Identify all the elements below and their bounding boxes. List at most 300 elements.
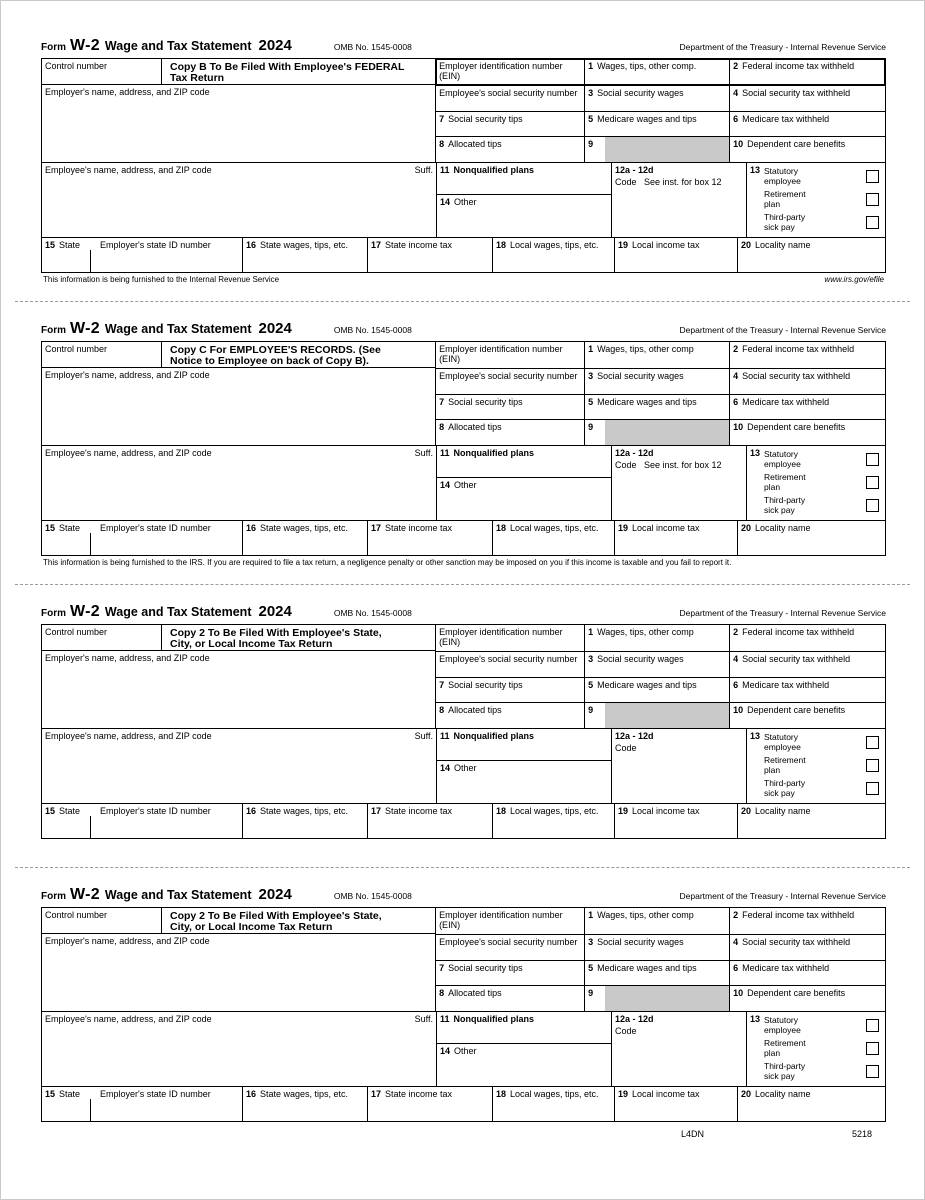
employer-info-box (42, 368, 435, 445)
box-10-dependent-care (729, 703, 885, 728)
medicare-row (436, 111, 885, 137)
form-number: W-2 (70, 886, 100, 903)
box-number: 7 (439, 113, 445, 124)
ssn-label: Employee's social security number (439, 936, 578, 947)
omb-number: OMB No. 1545-0008 (333, 42, 412, 52)
ssn-label: Employee's social security number (439, 370, 578, 381)
top-section (42, 908, 885, 1012)
box-18-local-wages (492, 1087, 614, 1121)
box-9-shaded (584, 986, 729, 1011)
state-id-divider (90, 816, 91, 838)
plans-column (437, 729, 612, 803)
box-label: Social security wages (597, 936, 684, 947)
box-number: 3 (588, 936, 594, 947)
box-label: Social security tips (448, 113, 523, 124)
box-19-local-income-tax (614, 804, 737, 838)
box-number: 6 (733, 962, 739, 973)
copy-title-line1: Copy B To Be Filed With Employee's FEDERAL (170, 60, 405, 73)
right-column (436, 59, 885, 162)
copy-title-line2: City, or Local Income Tax Return (170, 638, 333, 650)
third-party-sick-pay-label: Third-party sick pay (764, 494, 806, 515)
box-number: 9 (588, 422, 594, 433)
w2-copy-c (41, 320, 884, 567)
box-label: Wages, tips, other comp (597, 627, 694, 637)
control-number-box (42, 625, 162, 650)
employee-info-box (42, 446, 437, 520)
top-section (42, 625, 885, 729)
box-5-medicare-wages (584, 678, 729, 703)
middle-section (42, 729, 885, 804)
box-12-code-label: Code See inst. for box 12 (615, 460, 722, 470)
copy-title-line2: Notice to Employee on back of Copy B). (170, 355, 369, 367)
box-label: Medicare wages and tips (597, 679, 697, 690)
box-12-codes (612, 163, 747, 237)
box-1-wages (584, 342, 729, 368)
control-number-box (42, 908, 162, 933)
box-number: 2 (733, 627, 739, 637)
wage-boxes-group (436, 59, 885, 85)
ssn-box (436, 86, 584, 111)
box-label: Allocated tips (448, 422, 502, 433)
statutory-employee-row (750, 448, 879, 471)
box-12-code-label: Code (615, 743, 637, 753)
tips-row (436, 419, 885, 445)
product-number: 5218 (851, 1129, 872, 1139)
footnote-text: This information is being furnished to the IRS. If you are required to file a tax return, a negligence penalty or other sanction may be imposed on you if this income is taxable and you fail to report it. (43, 558, 732, 567)
statutory-employee-label: Statutory employee (764, 448, 801, 469)
box-label: Social security tax withheld (742, 936, 851, 947)
box-number: 7 (439, 962, 445, 973)
box-14-other (437, 478, 611, 520)
box-number: 16 (246, 806, 257, 816)
copy-title-line1: Copy 2 To Be Filed With Employee's State, (170, 909, 382, 922)
box-5-medicare-wages (584, 112, 729, 137)
box-12-range-label: 12a - 12d (615, 165, 654, 175)
box-number: 14 (440, 1046, 451, 1056)
box-14-other (437, 1044, 611, 1086)
form-number: W-2 (70, 603, 100, 620)
box-label: Wages, tips, other comp (597, 344, 694, 354)
perforation-line (15, 867, 910, 868)
control-row (42, 59, 435, 85)
control-number-label: Control number (45, 344, 108, 354)
box-16-state-wages (242, 1087, 367, 1121)
box-label: Nonqualified plans (453, 1014, 535, 1024)
box-13-checkboxes (747, 729, 885, 803)
box-13-checkboxes (747, 163, 885, 237)
form-body (41, 624, 886, 839)
box-17-state-income-tax (367, 238, 492, 272)
box-4-ss-tax (729, 86, 885, 111)
box-number: 8 (439, 705, 445, 716)
box-7-ss-tips (436, 961, 584, 986)
ein-label: Employer identification number (EIN) (439, 627, 563, 647)
box-number: 5 (588, 396, 594, 407)
form-body (41, 58, 886, 273)
box-14-other (437, 195, 611, 237)
box-17-state-income-tax (367, 1087, 492, 1121)
box-10-dependent-care (729, 420, 885, 445)
middle-section (42, 446, 885, 521)
right-column (436, 342, 885, 445)
retirement-plan-row (750, 1037, 879, 1060)
state-label: State (59, 1089, 81, 1099)
box-3-ss-wages (584, 369, 729, 394)
box-number: 8 (439, 139, 445, 150)
ss-wages-row (436, 368, 885, 394)
box-13-checkboxes (747, 446, 885, 520)
box-label: State income tax (385, 1089, 453, 1099)
box-label: Social security tax withheld (742, 370, 851, 381)
tips-row (436, 985, 885, 1011)
box-16-state-wages (242, 238, 367, 272)
department-label: Department of the Treasury - Internal Revenue Service (679, 891, 886, 901)
box-label: Social security tips (448, 962, 523, 973)
box-label: Medicare tax withheld (742, 962, 830, 973)
box-6-medicare-tax (729, 961, 885, 986)
state-id-divider (90, 250, 91, 272)
form-year: 2024 (258, 37, 292, 54)
box-number: 13 (750, 448, 761, 458)
box-label: Other (454, 1046, 477, 1056)
box-4-ss-tax (729, 935, 885, 960)
box-number: 10 (733, 705, 744, 716)
box-number: 1 (588, 344, 594, 354)
employee-info-label: Employee's name, address, and ZIP code (45, 165, 212, 175)
state-local-row (42, 1087, 885, 1121)
w2-copy-b (41, 37, 884, 284)
ss-wages-row (436, 934, 885, 960)
box-17-state-income-tax (367, 804, 492, 838)
box-label: State wages, tips, etc. (260, 240, 349, 250)
employee-info-box (42, 163, 437, 237)
box-5-medicare-wages (584, 961, 729, 986)
box-label: Medicare tax withheld (742, 113, 830, 124)
box-6-medicare-tax (729, 395, 885, 420)
form-header (41, 886, 886, 904)
medicare-row (436, 677, 885, 703)
box-17-state-income-tax (367, 521, 492, 555)
ein-label: Employer identification number (EIN) (439, 344, 563, 364)
form-word: Form (41, 608, 66, 619)
statutory-employee-checkbox[interactable] (866, 170, 879, 183)
box-number: 18 (496, 240, 507, 250)
box-13-checkboxes (747, 1012, 885, 1086)
box-3-ss-wages (584, 652, 729, 677)
box-number: 16 (246, 1089, 257, 1099)
box-number: 10 (733, 988, 744, 999)
box-label: Wages, tips, other comp (597, 910, 694, 920)
form-word: Form (41, 42, 66, 53)
box-number: 8 (439, 422, 445, 433)
box-number: 15 (45, 523, 56, 533)
box-3-ss-wages (584, 935, 729, 960)
state-label: State (59, 523, 81, 533)
box-label: Local wages, tips, etc. (510, 806, 599, 816)
form-header (41, 320, 886, 338)
plans-column (437, 1012, 612, 1086)
box-label: State income tax (385, 523, 453, 533)
box-label: Dependent care benefits (747, 988, 846, 999)
left-column (42, 342, 436, 445)
box-8-allocated-tips (436, 986, 584, 1011)
copy-designation (162, 59, 435, 84)
wage-boxes-group (436, 342, 885, 368)
box-9-shaded (584, 420, 729, 445)
form-title: Wage and Tax Statement (104, 39, 252, 53)
employee-info-label: Employee's name, address, and ZIP code (45, 731, 212, 741)
statutory-employee-label: Statutory employee (764, 1014, 801, 1035)
box-12-range-label: 12a - 12d (615, 448, 654, 458)
retirement-plan-checkbox[interactable] (866, 476, 879, 489)
statutory-employee-checkbox[interactable] (866, 736, 879, 749)
box-label: Local income tax (632, 806, 700, 816)
copy-title-line2: City, or Local Income Tax Return (170, 921, 333, 933)
box-number: 15 (45, 1089, 56, 1099)
box-number: 17 (371, 1089, 382, 1099)
employer-info-label: Employer's name, address, and ZIP code (45, 653, 210, 663)
box-number: 17 (371, 523, 382, 533)
retirement-plan-checkbox[interactable] (866, 193, 879, 206)
form-number: W-2 (70, 37, 100, 54)
box-number: 9 (588, 705, 594, 716)
box-number: 4 (733, 87, 739, 98)
suffix-label: Suff. (414, 1014, 433, 1024)
ein-box (436, 342, 584, 368)
box-label: Social security wages (597, 653, 684, 664)
box-number: 17 (371, 806, 382, 816)
copy-designation (162, 908, 435, 933)
form-title: Wage and Tax Statement (104, 322, 252, 336)
box-6-medicare-tax (729, 112, 885, 137)
box-3-ss-wages (584, 86, 729, 111)
box-11-nonqualified-plans (437, 446, 611, 478)
box-number: 4 (733, 370, 739, 381)
top-section (42, 59, 885, 163)
retirement-plan-row (750, 754, 879, 777)
box-label: Social security tips (448, 396, 523, 407)
box-number: 4 (733, 653, 739, 664)
box-14-other (437, 761, 611, 803)
box-number: 20 (741, 1089, 752, 1099)
statutory-employee-row (750, 165, 879, 188)
department-label: Department of the Treasury - Internal Revenue Service (679, 42, 886, 52)
control-row (42, 908, 435, 934)
box-label: Local wages, tips, etc. (510, 240, 599, 250)
box-5-medicare-wages (584, 395, 729, 420)
box-label: Federal income tax withheld (742, 910, 855, 920)
box-label: Allocated tips (448, 988, 502, 999)
box-number: 19 (618, 1089, 629, 1099)
retirement-plan-row (750, 471, 879, 494)
box-label: Medicare wages and tips (597, 962, 697, 973)
box-12-range-label: 12a - 12d (615, 1014, 654, 1024)
employee-info-label: Employee's name, address, and ZIP code (45, 448, 212, 458)
box-9-shaded (584, 137, 729, 162)
statutory-employee-checkbox[interactable] (866, 1019, 879, 1032)
form-year: 2024 (258, 320, 292, 337)
box-label: Medicare tax withheld (742, 396, 830, 407)
form-header (41, 37, 886, 55)
box-19-local-income-tax (614, 238, 737, 272)
box-number: 4 (733, 936, 739, 947)
box-label: Dependent care benefits (747, 422, 846, 433)
box-label: Allocated tips (448, 139, 502, 150)
box-8-allocated-tips (436, 137, 584, 162)
box-label: Other (454, 197, 477, 207)
employee-info-box (42, 729, 437, 803)
ssn-label: Employee's social security number (439, 653, 578, 664)
box-label: Nonqualified plans (453, 448, 535, 458)
left-column (42, 59, 436, 162)
plans-column (437, 446, 612, 520)
page-footer (41, 1129, 886, 1141)
ein-label: Employer identification number (EIN) (439, 61, 563, 81)
box-label: Local wages, tips, etc. (510, 1089, 599, 1099)
box-label: Nonqualified plans (453, 731, 535, 741)
footnote-text: This information is being furnished to the Internal Revenue Service (43, 275, 280, 284)
box-number: 13 (750, 165, 761, 175)
ein-label: Employer identification number (EIN) (439, 910, 563, 930)
medicare-row (436, 960, 885, 986)
box-number: 3 (588, 653, 594, 664)
third-party-sick-pay-checkbox[interactable] (866, 1065, 879, 1078)
box-label: Social security tips (448, 679, 523, 690)
ein-box (436, 908, 584, 934)
omb-number: OMB No. 1545-0008 (333, 325, 412, 335)
ss-wages-row (436, 85, 885, 111)
box-label: Local wages, tips, etc. (510, 523, 599, 533)
box-18-local-wages (492, 238, 614, 272)
box-number: 9 (588, 988, 594, 999)
statutory-employee-checkbox[interactable] (866, 453, 879, 466)
box-number: 11 (440, 448, 450, 458)
third-party-sick-pay-label: Third-party sick pay (764, 211, 806, 232)
state-label: State (59, 240, 81, 250)
box-12-range-label: 12a - 12d (615, 731, 654, 741)
suffix-label: Suff. (414, 165, 433, 175)
third-party-sick-pay-checkbox[interactable] (866, 499, 879, 512)
w2-copy-2-state (41, 603, 884, 850)
third-party-sick-pay-checkbox[interactable] (866, 216, 879, 229)
copy-designation (162, 342, 435, 367)
state-id-label: Employer's state ID number (100, 1089, 211, 1099)
box-label: Local income tax (632, 240, 700, 250)
box-20-locality-name (737, 804, 885, 838)
box-10-dependent-care (729, 137, 885, 162)
box-9-shaded-area (605, 703, 729, 728)
box-7-ss-tips (436, 112, 584, 137)
box-label: Allocated tips (448, 705, 502, 716)
box-2-federal-tax (729, 625, 885, 651)
state-local-row (42, 521, 885, 555)
form-title: Wage and Tax Statement (104, 888, 252, 902)
copy-designation (162, 625, 435, 650)
omb-number: OMB No. 1545-0008 (333, 608, 412, 618)
box-9-shaded (584, 703, 729, 728)
box-number: 6 (733, 396, 739, 407)
control-row (42, 342, 435, 368)
box-15-state (42, 521, 242, 555)
third-party-sick-pay-checkbox[interactable] (866, 782, 879, 795)
box-2-federal-tax (729, 342, 885, 368)
control-number-label: Control number (45, 627, 108, 637)
control-number-label: Control number (45, 910, 108, 920)
box-1-wages (584, 908, 729, 934)
box-18-local-wages (492, 804, 614, 838)
employer-info-box (42, 85, 435, 162)
box-number: 19 (618, 806, 629, 816)
employee-info-label: Employee's name, address, and ZIP code (45, 1014, 212, 1024)
statutory-employee-label: Statutory employee (764, 731, 801, 752)
middle-section (42, 163, 885, 238)
box-number: 20 (741, 523, 752, 533)
box-number: 6 (733, 113, 739, 124)
box-12-code-label: Code (615, 1026, 637, 1036)
retirement-plan-checkbox[interactable] (866, 1042, 879, 1055)
w2-copy-2-local (41, 886, 884, 1133)
control-number-box (42, 59, 162, 84)
box-9-shaded-area (605, 137, 729, 162)
box-7-ss-tips (436, 678, 584, 703)
box-label: Other (454, 763, 477, 773)
box-label: State wages, tips, etc. (260, 1089, 349, 1099)
box-4-ss-tax (729, 652, 885, 677)
box-label: Dependent care benefits (747, 705, 846, 716)
ssn-box (436, 369, 584, 394)
box-16-state-wages (242, 521, 367, 555)
state-local-row (42, 238, 885, 272)
box-label: Social security wages (597, 87, 684, 98)
box-label: Locality name (755, 240, 811, 250)
box-label: State income tax (385, 806, 453, 816)
box-number: 2 (733, 344, 739, 354)
plans-column (437, 163, 612, 237)
left-column (42, 625, 436, 728)
suffix-label: Suff. (414, 448, 433, 458)
box-number: 2 (733, 61, 739, 71)
box-number: 6 (733, 679, 739, 690)
employer-info-box (42, 651, 435, 728)
state-id-divider (90, 1099, 91, 1121)
retirement-plan-checkbox[interactable] (866, 759, 879, 772)
box-label: Medicare wages and tips (597, 113, 697, 124)
box-8-allocated-tips (436, 420, 584, 445)
retirement-plan-label: Retirement plan (764, 188, 806, 209)
box-number: 16 (246, 240, 257, 250)
tips-row (436, 702, 885, 728)
tips-row (436, 136, 885, 162)
perforation-line (15, 584, 910, 585)
box-number: 15 (45, 806, 56, 816)
copy-title-line1: Copy 2 To Be Filed With Employee's State, (170, 626, 382, 639)
box-label: Federal income tax withheld (742, 61, 855, 71)
box-number: 18 (496, 1089, 507, 1099)
print-form-code: L4DN (681, 1129, 705, 1139)
right-column (436, 625, 885, 728)
box-9-shaded-area (605, 986, 729, 1011)
employer-info-box (42, 934, 435, 1011)
box-1-wages (584, 59, 729, 85)
box-number: 13 (750, 731, 761, 741)
box-15-state (42, 1087, 242, 1121)
box-number: 1 (588, 627, 594, 637)
ein-box (436, 59, 584, 85)
box-number: 16 (246, 523, 257, 533)
box-12-codes (612, 1012, 747, 1086)
box-number: 20 (741, 240, 752, 250)
state-id-label: Employer's state ID number (100, 523, 211, 533)
